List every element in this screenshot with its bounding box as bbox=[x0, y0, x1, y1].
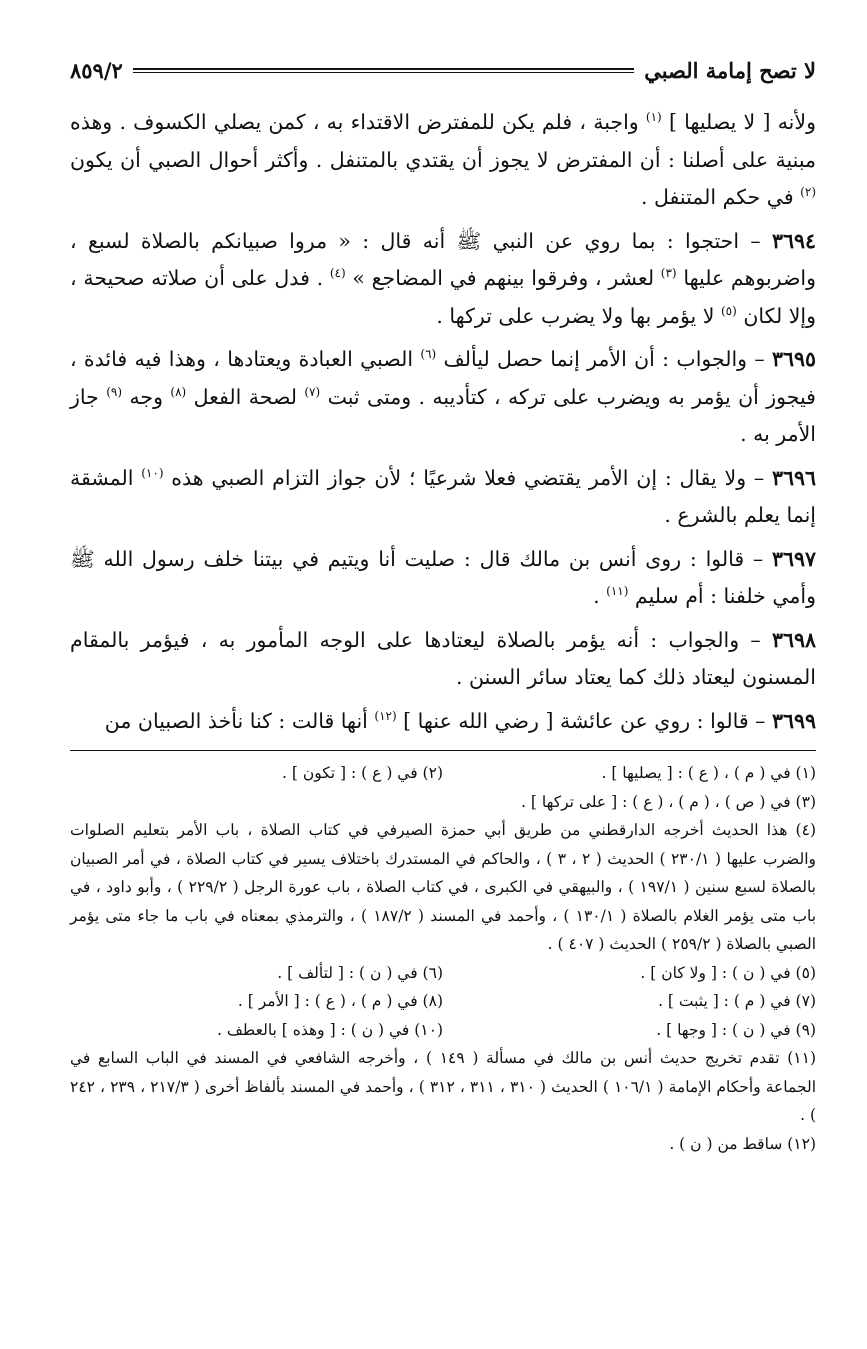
footnote-ref: (٦) bbox=[420, 347, 437, 362]
text-span: – والجواب : أن الأمر إنما حصل ليألف bbox=[436, 347, 772, 371]
footnote-4: (٤) هذا الحديث أخرجه الدارقطني من طريق أبي حمزة الصيرفي في كتاب الصلاة ، باب الأمر بتعليم الصلوات والضرب عليها ( ٢٣٠/١ ) الحديث ( ٢ ، ٣ ) ، والحاكم في المستدرك باختلاف يسير في كتاب الصلاة ، في أمر الصبيان بالصلاة لسبع سنين ( ١٩٧/١ ) ، والبيهقي في الكبرى ، في كتاب الصلاة ، باب عورة الرجل ( ٢٢٩/٢ ) ، وأبو داود ، في باب متى يؤمر الغلام بالصلاة ( ١٣٠/١ ) ، وأحمد في المسند ( ١٨٧/٢ ) ، والترمذي بمعناه في باب ما جاء متى يؤمر الصبي بالصلاة ( ٢٥٩/٢ ) الحديث ( ٤٠٧ ) . bbox=[70, 821, 817, 953]
paragraph-number: ٣٦٩٥ bbox=[771, 347, 816, 371]
text-span: في حكم المتنفل . bbox=[641, 185, 801, 209]
footnote-separator bbox=[70, 750, 816, 751]
footnote-1: (١) في ( م ) ، ( ع ) : [ يصليها ] . bbox=[601, 764, 816, 782]
paragraph-3697 bbox=[70, 541, 816, 616]
footnote-row bbox=[70, 788, 816, 817]
footnote-12: (١٢) ساقط من ( ن ) . bbox=[669, 1134, 816, 1153]
text-span: – قالوا : روي عن عائشة [ رضي الله عنها ] bbox=[396, 708, 772, 733]
footnote-11: (١١) تقدم تخريج حديث أنس بن مالك في مسألة ( ١٤٩ ) ، وأخرجه الشافعي في المسند في الباب السابع في الجماعة وأحكام الإمامة ( ١٠٦/١ ) الحديث ( ٣١٠ ، ٣١١ ، ٣١٢ ) ، وأحمد في المسند بألفاظ أخرى ( ٢١٧/٣ ، ٢٣٩ ، ٢٤٢ ) . bbox=[70, 1049, 816, 1124]
paragraph-number: ٣٦٩٧ bbox=[771, 546, 816, 571]
paragraph-3696 bbox=[70, 460, 816, 535]
paragraph-3695 bbox=[70, 341, 816, 454]
text-span: – ولا يقال : إن الأمر يقتضي فعلا شرعيًا ؛ لأن جواز التزام الصبي هذه bbox=[163, 465, 772, 490]
footnote-3: (٣) في ( ص ) ، ( م ) ، ( ع ) : [ على تركها ] . bbox=[521, 792, 816, 811]
text-span: ولأنه [ لا يصليها ] bbox=[661, 110, 816, 134]
text-span: لعشر ، وفرقوا بينهم في المضاجع » bbox=[345, 266, 661, 290]
paragraph-number: ٣٦٩٨ bbox=[771, 627, 816, 652]
footnote-ref: (١٠) bbox=[141, 465, 164, 480]
footnote-ref: (٨) bbox=[170, 384, 187, 399]
footnote-ref: (١١) bbox=[606, 584, 629, 599]
paragraph-1 bbox=[70, 104, 816, 217]
footnote-ref: (١٢) bbox=[374, 708, 397, 723]
footnote-row bbox=[70, 759, 816, 788]
text-span: . bbox=[593, 584, 607, 608]
paragraph-number: ٣٦٩٩ bbox=[771, 708, 816, 733]
paragraph-number: ٣٦٩٤ bbox=[771, 228, 816, 253]
main-text bbox=[70, 104, 816, 740]
footnote-ref: (٢) bbox=[800, 185, 816, 200]
paragraph-number: ٣٦٩٦ bbox=[771, 465, 816, 490]
text-span: أنها قالت : كنا نأخذ الصبيان من bbox=[104, 708, 375, 733]
text-span: . فدل على أن صلاته صحيحة ، وإلا لكان bbox=[70, 266, 816, 328]
text-span: لا يؤمر بها ولا يضرب على تركها . bbox=[436, 303, 721, 328]
paragraph-3699 bbox=[70, 703, 816, 741]
text-span: جاز الأمر به . bbox=[70, 384, 816, 446]
header-title: لا تصح إمامة الصبي bbox=[644, 57, 816, 83]
footnote-9: (٩) في ( ن ) : [ وجها ] . bbox=[656, 1020, 816, 1039]
page-number: ٨٥٩/٢ bbox=[70, 57, 123, 83]
text-span: الصبي العبادة ويعتادها ، وهذا فيه فائدة ، فيجوز أن يؤمر به ويضرب على تركه ، كتأديبه . ومتى ثبت bbox=[70, 347, 816, 409]
footnote-7: (٧) في ( م ) : [ يثبت ] . bbox=[658, 992, 816, 1010]
footnote-ref: (٣) bbox=[660, 266, 677, 281]
footnote-10: (١٠) في ( ن ) : [ وهذه ] بالعطف . bbox=[217, 1020, 443, 1039]
footnote-row bbox=[70, 987, 816, 1016]
text-span: المشقة إنما يعلم بالشرع . bbox=[70, 465, 816, 527]
text-span: لصحة الفعل bbox=[186, 384, 305, 409]
text-span: – احتجوا : بما روي عن النبي ﷺ أنه قال : « مروا صبيانكم بالصلاة لسبع ، واضربوهم عليها bbox=[70, 228, 816, 290]
footnote-ref: (١) bbox=[645, 110, 662, 125]
text-span: – قالوا : روى أنس بن مالك قال : صليت أنا ويتيم في بيتنا خلف رسول الله ﷺ وأمي خلفنا : أم سليم bbox=[70, 546, 816, 608]
footnote-5: (٥) في ( ن ) : [ ولا كان ] . bbox=[640, 963, 816, 982]
header-rule bbox=[133, 68, 634, 73]
book-page bbox=[70, 50, 816, 1158]
footnote-ref: (٤) bbox=[329, 266, 346, 281]
footnote-ref: (٧) bbox=[304, 384, 321, 399]
footnotes bbox=[70, 759, 816, 1158]
running-header bbox=[70, 50, 816, 90]
footnote-6: (٦) في ( ن ) : [ لتألف ] . bbox=[277, 963, 443, 982]
footnote-row bbox=[70, 1130, 816, 1159]
footnote-row bbox=[70, 1016, 816, 1045]
text-span: واجبة ، فلم يكن للمفترض الاقتداء به ، كمن يصلي الكسوف . وهذه مبنية على أصلنا : أن المفترض لا يجوز أن يقتدي بالمتنفل . وأكثر أحوال الصبي أن يكون bbox=[70, 110, 816, 172]
footnote-ref: (٩) bbox=[106, 384, 123, 399]
text-span: وجه bbox=[122, 384, 171, 409]
paragraph-3694 bbox=[70, 223, 816, 336]
footnote-8: (٨) في ( م ) ، ( ع ) : [ الأمر ] . bbox=[237, 992, 443, 1010]
paragraph-3698 bbox=[70, 622, 816, 697]
footnote-row bbox=[70, 959, 816, 988]
footnote-2: (٢) في ( ع ) : [ تكون ] . bbox=[282, 764, 443, 782]
text-span: – والجواب : أنه يؤمر بالصلاة ليعتادها على الوجه المأمور به ، فيؤمر بالمقام المسنون ليعتاد ذلك كما يعتاد سائر السنن . bbox=[70, 627, 816, 689]
footnote-ref: (٥) bbox=[720, 303, 737, 318]
